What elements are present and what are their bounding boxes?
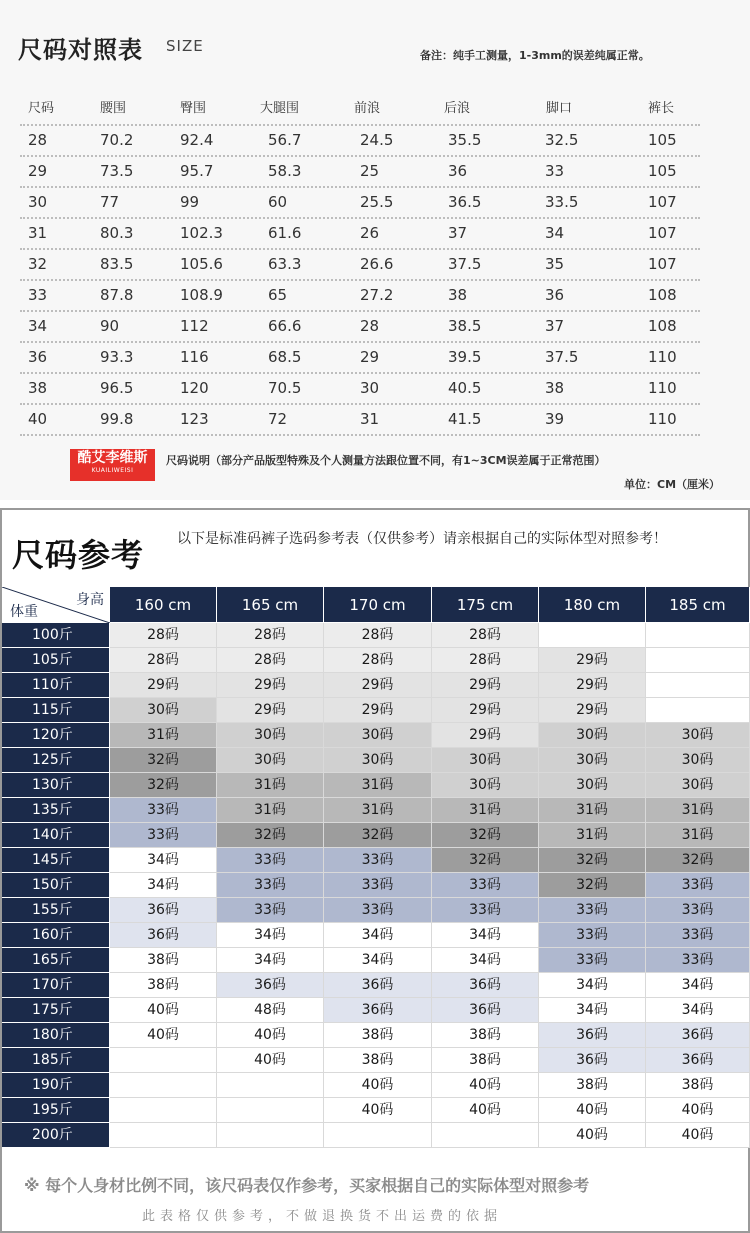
weight-header: 115斤 bbox=[2, 698, 110, 723]
size-cell: 40码 bbox=[110, 998, 217, 1023]
size-chart-row bbox=[20, 187, 700, 218]
size-chart-row bbox=[20, 342, 700, 373]
size-cell: 29码 bbox=[217, 673, 324, 698]
size-cell: 33码 bbox=[217, 898, 324, 923]
size-cell: 30码 bbox=[646, 748, 750, 773]
size-cell: 34码 bbox=[110, 848, 217, 873]
cell-size: 33 bbox=[28, 286, 48, 304]
cell-waist: 77 bbox=[100, 193, 120, 211]
size-cell: 29码 bbox=[432, 723, 539, 748]
size-cell: 28码 bbox=[217, 623, 324, 648]
size-cell: 29码 bbox=[539, 698, 646, 723]
cell-thigh: 70.5 bbox=[268, 379, 302, 397]
size-cell bbox=[110, 1048, 217, 1073]
header-hip: 臀围 bbox=[180, 101, 207, 116]
cell-length: 105 bbox=[648, 162, 677, 180]
size-cell: 36码 bbox=[324, 973, 432, 998]
cell-front-rise: 30 bbox=[360, 379, 380, 397]
cell-hip: 102.3 bbox=[180, 224, 223, 242]
size-cell bbox=[110, 1123, 217, 1148]
size-cell: 31码 bbox=[646, 823, 750, 848]
cell-hip: 112 bbox=[180, 317, 209, 335]
size-cell: 31码 bbox=[217, 798, 324, 823]
size-cell: 29码 bbox=[432, 698, 539, 723]
size-cell: 31码 bbox=[324, 798, 432, 823]
weight-header: 175斤 bbox=[2, 998, 110, 1023]
size-cell bbox=[217, 1123, 324, 1148]
size-cell: 30码 bbox=[324, 748, 432, 773]
cell-hip: 108.9 bbox=[180, 286, 223, 304]
size-cell: 33码 bbox=[646, 948, 750, 973]
size-cell: 30码 bbox=[539, 773, 646, 798]
size-cell bbox=[646, 698, 750, 723]
size-cell: 30码 bbox=[432, 773, 539, 798]
cell-waist: 90 bbox=[100, 317, 120, 335]
cell-leg-opening: 33 bbox=[545, 162, 565, 180]
size-cell: 28码 bbox=[324, 648, 432, 673]
size-chart-row bbox=[20, 249, 700, 280]
size-cell: 28码 bbox=[432, 623, 539, 648]
size-cell: 32码 bbox=[539, 848, 646, 873]
size-cell bbox=[110, 1073, 217, 1098]
row-divider bbox=[20, 310, 700, 312]
cell-size: 36 bbox=[28, 348, 48, 366]
size-cell: 33码 bbox=[539, 923, 646, 948]
weight-header: 195斤 bbox=[2, 1098, 110, 1123]
cell-waist: 99.8 bbox=[100, 410, 134, 428]
size-chart-row bbox=[20, 156, 700, 187]
size-cell: 34码 bbox=[110, 873, 217, 898]
size-cell: 32码 bbox=[539, 873, 646, 898]
size-cell: 28码 bbox=[217, 648, 324, 673]
cell-front-rise: 31 bbox=[360, 410, 380, 428]
size-cell: 40码 bbox=[324, 1073, 432, 1098]
cell-leg-opening: 39 bbox=[545, 410, 565, 428]
row-divider bbox=[20, 248, 700, 250]
cell-back-rise: 36.5 bbox=[448, 193, 482, 211]
size-cell: 32码 bbox=[217, 823, 324, 848]
size-cell: 36码 bbox=[539, 1048, 646, 1073]
weight-header: 100斤 bbox=[2, 623, 110, 648]
size-chart-panel bbox=[0, 0, 750, 500]
size-cell: 33码 bbox=[110, 798, 217, 823]
size-cell: 38码 bbox=[324, 1023, 432, 1048]
size-cell bbox=[217, 1073, 324, 1098]
size-chart-row bbox=[20, 311, 700, 342]
cell-leg-opening: 37.5 bbox=[545, 348, 579, 366]
size-cell: 38码 bbox=[324, 1048, 432, 1073]
size-cell bbox=[646, 623, 750, 648]
cell-thigh: 66.6 bbox=[268, 317, 302, 335]
size-chart-title: 尺码对照表 bbox=[18, 36, 143, 64]
size-cell: 34码 bbox=[432, 923, 539, 948]
size-cell: 38码 bbox=[539, 1073, 646, 1098]
weight-header: 150斤 bbox=[2, 873, 110, 898]
cell-hip: 123 bbox=[180, 410, 209, 428]
corner-height-label: 身高 bbox=[76, 592, 104, 608]
cell-hip: 105.6 bbox=[180, 255, 223, 273]
cell-front-rise: 26 bbox=[360, 224, 380, 242]
weight-header: 190斤 bbox=[2, 1073, 110, 1098]
size-cell: 48码 bbox=[217, 998, 324, 1023]
weight-header: 200斤 bbox=[2, 1123, 110, 1148]
cell-size: 28 bbox=[28, 131, 48, 149]
size-cell: 38码 bbox=[432, 1048, 539, 1073]
cell-leg-opening: 36 bbox=[545, 286, 565, 304]
cell-back-rise: 38 bbox=[448, 286, 468, 304]
size-cell: 36码 bbox=[539, 1023, 646, 1048]
size-cell bbox=[539, 623, 646, 648]
cell-leg-opening: 34 bbox=[545, 224, 565, 242]
size-cell: 28码 bbox=[324, 623, 432, 648]
size-cell bbox=[110, 1098, 217, 1123]
size-cell: 29码 bbox=[539, 648, 646, 673]
size-cell: 36码 bbox=[432, 998, 539, 1023]
size-cell: 32码 bbox=[110, 773, 217, 798]
weight-header: 125斤 bbox=[2, 748, 110, 773]
size-chart-row bbox=[20, 218, 700, 249]
size-cell: 30码 bbox=[217, 723, 324, 748]
size-cell: 33码 bbox=[110, 823, 217, 848]
size-chart-row bbox=[20, 373, 700, 404]
size-cell: 30码 bbox=[110, 698, 217, 723]
cell-hip: 95.7 bbox=[180, 162, 214, 180]
size-cell: 32码 bbox=[646, 848, 750, 873]
cell-size: 34 bbox=[28, 317, 48, 335]
size-cell: 33码 bbox=[539, 898, 646, 923]
weight-header: 185斤 bbox=[2, 1048, 110, 1073]
size-cell: 34码 bbox=[539, 973, 646, 998]
size-cell: 33码 bbox=[432, 873, 539, 898]
row-divider bbox=[20, 403, 700, 405]
cell-front-rise: 27.2 bbox=[360, 286, 394, 304]
size-cell: 33码 bbox=[324, 873, 432, 898]
cell-waist: 80.3 bbox=[100, 224, 134, 242]
size-cell: 33码 bbox=[217, 873, 324, 898]
cell-front-rise: 29 bbox=[360, 348, 380, 366]
size-chart-row bbox=[20, 125, 700, 156]
size-cell: 36码 bbox=[646, 1048, 750, 1073]
height-header: 185 cm bbox=[646, 587, 750, 623]
cell-length: 105 bbox=[648, 131, 677, 149]
size-cell: 29码 bbox=[432, 673, 539, 698]
brand-logo: 酷艾李维斯 KUAILIWEISI bbox=[70, 449, 155, 481]
header-waist: 腰围 bbox=[100, 101, 127, 116]
size-cell: 33码 bbox=[539, 948, 646, 973]
cell-back-rise: 37 bbox=[448, 224, 468, 242]
size-cell: 31码 bbox=[646, 798, 750, 823]
row-divider bbox=[20, 341, 700, 343]
row-divider bbox=[20, 217, 700, 219]
cell-size: 31 bbox=[28, 224, 48, 242]
size-cell: 33码 bbox=[646, 923, 750, 948]
height-header: 170 cm bbox=[324, 587, 432, 623]
cell-leg-opening: 35 bbox=[545, 255, 565, 273]
size-cell: 31码 bbox=[539, 798, 646, 823]
weight-header: 165斤 bbox=[2, 948, 110, 973]
size-cell: 34码 bbox=[646, 973, 750, 998]
size-cell: 40码 bbox=[646, 1123, 750, 1148]
cell-size: 30 bbox=[28, 193, 48, 211]
size-cell: 40码 bbox=[539, 1123, 646, 1148]
height-header: 175 cm bbox=[432, 587, 539, 623]
size-cell: 28码 bbox=[432, 648, 539, 673]
size-description: 尺码说明（部分产品版型特殊及个人测量方法跟位置不同，有1~3CM误差属于正常范围） bbox=[166, 454, 606, 467]
weight-header: 145斤 bbox=[2, 848, 110, 873]
size-cell: 40码 bbox=[432, 1098, 539, 1123]
weight-header: 140斤 bbox=[2, 823, 110, 848]
size-cell: 36码 bbox=[217, 973, 324, 998]
cell-hip: 116 bbox=[180, 348, 209, 366]
weight-header: 160斤 bbox=[2, 923, 110, 948]
size-cell: 32码 bbox=[432, 848, 539, 873]
cell-length: 107 bbox=[648, 224, 677, 242]
measurement-note: 备注：纯手工测量，1-3mm的误差纯属正常。 bbox=[420, 49, 650, 62]
size-cell: 34码 bbox=[539, 998, 646, 1023]
size-cell: 29码 bbox=[324, 673, 432, 698]
size-cell: 30码 bbox=[539, 723, 646, 748]
cell-leg-opening: 32.5 bbox=[545, 131, 579, 149]
size-cell: 33码 bbox=[324, 848, 432, 873]
weight-header: 110斤 bbox=[2, 673, 110, 698]
cell-leg-opening: 37 bbox=[545, 317, 565, 335]
size-cell: 28码 bbox=[110, 623, 217, 648]
size-cell: 30码 bbox=[217, 748, 324, 773]
size-cell bbox=[646, 648, 750, 673]
header-leg-opening: 脚口 bbox=[546, 101, 573, 116]
cell-thigh: 72 bbox=[268, 410, 288, 428]
cell-length: 108 bbox=[648, 317, 677, 335]
cell-length: 110 bbox=[648, 379, 677, 397]
weight-header: 130斤 bbox=[2, 773, 110, 798]
size-cell: 30码 bbox=[324, 723, 432, 748]
size-cell: 36码 bbox=[432, 973, 539, 998]
size-chart-row bbox=[20, 280, 700, 311]
size-cell: 29码 bbox=[539, 673, 646, 698]
cell-back-rise: 37.5 bbox=[448, 255, 482, 273]
size-cell: 34码 bbox=[217, 948, 324, 973]
weight-header: 180斤 bbox=[2, 1023, 110, 1048]
size-cell: 30码 bbox=[432, 748, 539, 773]
size-cell: 31码 bbox=[539, 823, 646, 848]
size-cell: 40码 bbox=[539, 1098, 646, 1123]
size-cell: 32码 bbox=[110, 748, 217, 773]
header-length: 裤长 bbox=[648, 101, 675, 116]
size-cell: 40码 bbox=[324, 1098, 432, 1123]
size-cell: 40码 bbox=[432, 1073, 539, 1098]
size-cell: 33码 bbox=[324, 898, 432, 923]
size-cell bbox=[217, 1098, 324, 1123]
size-cell: 38码 bbox=[110, 973, 217, 998]
cell-length: 110 bbox=[648, 410, 677, 428]
row-divider bbox=[20, 124, 700, 126]
cell-thigh: 60 bbox=[268, 193, 288, 211]
cell-size: 29 bbox=[28, 162, 48, 180]
cell-thigh: 65 bbox=[268, 286, 288, 304]
row-divider bbox=[20, 434, 700, 436]
size-cell: 30码 bbox=[646, 773, 750, 798]
size-cell: 30码 bbox=[539, 748, 646, 773]
size-cell: 33码 bbox=[432, 898, 539, 923]
height-header: 180 cm bbox=[539, 587, 646, 623]
size-cell: 40码 bbox=[217, 1048, 324, 1073]
weight-header: 135斤 bbox=[2, 798, 110, 823]
cell-back-rise: 41.5 bbox=[448, 410, 482, 428]
size-cell: 40码 bbox=[646, 1098, 750, 1123]
cell-length: 108 bbox=[648, 286, 677, 304]
size-cell: 30码 bbox=[646, 723, 750, 748]
weight-header: 120斤 bbox=[2, 723, 110, 748]
cell-back-rise: 40.5 bbox=[448, 379, 482, 397]
footer-note: ※ 每个人身材比例不同，该尺码表仅作参考，买家根据自己的实际体型对照参考 bbox=[24, 1176, 590, 1195]
size-cell: 34码 bbox=[432, 948, 539, 973]
cell-waist: 70.2 bbox=[100, 131, 134, 149]
size-cell: 38码 bbox=[110, 948, 217, 973]
size-cell: 31码 bbox=[324, 773, 432, 798]
size-cell: 38码 bbox=[432, 1023, 539, 1048]
row-divider bbox=[20, 372, 700, 374]
cell-leg-opening: 33.5 bbox=[545, 193, 579, 211]
size-cell: 31码 bbox=[217, 773, 324, 798]
header-back-rise: 后浪 bbox=[444, 101, 471, 116]
footer-sub: 此表格仅供参考，不做退换货不出运费的依据 bbox=[142, 1209, 503, 1224]
size-cell bbox=[324, 1123, 432, 1148]
size-cell: 38码 bbox=[646, 1073, 750, 1098]
size-cell: 29码 bbox=[110, 673, 217, 698]
header-front-rise: 前浪 bbox=[354, 101, 381, 116]
size-cell: 33码 bbox=[646, 898, 750, 923]
cell-front-rise: 25 bbox=[360, 162, 380, 180]
cell-waist: 87.8 bbox=[100, 286, 134, 304]
size-reference-panel bbox=[0, 508, 750, 1233]
size-label: SIZE bbox=[166, 37, 204, 55]
corner-weight-label: 体重 bbox=[10, 604, 38, 620]
size-cell: 34码 bbox=[324, 923, 432, 948]
size-cell bbox=[432, 1123, 539, 1148]
size-cell: 28码 bbox=[110, 648, 217, 673]
size-cell: 33码 bbox=[217, 848, 324, 873]
size-cell: 32码 bbox=[324, 823, 432, 848]
cell-hip: 92.4 bbox=[180, 131, 214, 149]
size-cell: 34码 bbox=[646, 998, 750, 1023]
size-cell: 40码 bbox=[110, 1023, 217, 1048]
cell-back-rise: 39.5 bbox=[448, 348, 482, 366]
cell-thigh: 63.3 bbox=[268, 255, 302, 273]
cell-back-rise: 38.5 bbox=[448, 317, 482, 335]
size-cell: 31码 bbox=[110, 723, 217, 748]
cell-waist: 93.3 bbox=[100, 348, 134, 366]
size-cell: 40码 bbox=[217, 1023, 324, 1048]
size-cell: 34码 bbox=[324, 948, 432, 973]
height-header: 160 cm bbox=[110, 587, 217, 623]
header-thigh: 大腿围 bbox=[260, 101, 300, 116]
size-chart-row bbox=[20, 404, 700, 435]
size-cell: 36码 bbox=[110, 923, 217, 948]
size-cell: 33码 bbox=[646, 873, 750, 898]
cell-length: 107 bbox=[648, 193, 677, 211]
cell-size: 40 bbox=[28, 410, 48, 428]
size-cell: 31码 bbox=[432, 798, 539, 823]
row-divider bbox=[20, 279, 700, 281]
unit-label: 单位：CM（厘米） bbox=[624, 478, 721, 491]
row-divider bbox=[20, 155, 700, 157]
size-cell: 36码 bbox=[110, 898, 217, 923]
cell-front-rise: 24.5 bbox=[360, 131, 394, 149]
height-header: 165 cm bbox=[217, 587, 324, 623]
cell-thigh: 68.5 bbox=[268, 348, 302, 366]
row-divider bbox=[20, 186, 700, 188]
cell-front-rise: 26.6 bbox=[360, 255, 394, 273]
cell-length: 107 bbox=[648, 255, 677, 273]
size-cell bbox=[646, 673, 750, 698]
cell-front-rise: 25.5 bbox=[360, 193, 394, 211]
cell-hip: 99 bbox=[180, 193, 200, 211]
cell-thigh: 56.7 bbox=[268, 131, 302, 149]
cell-thigh: 61.6 bbox=[268, 224, 302, 242]
weight-header: 155斤 bbox=[2, 898, 110, 923]
cell-leg-opening: 38 bbox=[545, 379, 565, 397]
size-cell: 29码 bbox=[217, 698, 324, 723]
size-cell: 36码 bbox=[646, 1023, 750, 1048]
weight-header: 170斤 bbox=[2, 973, 110, 998]
reference-intro: 以下是标准码裤子选码参考表（仅供参考）请亲根据自己的实际体型对照参考！ bbox=[177, 531, 667, 547]
cell-back-rise: 36 bbox=[448, 162, 468, 180]
size-cell: 29码 bbox=[324, 698, 432, 723]
cell-size: 32 bbox=[28, 255, 48, 273]
cell-front-rise: 28 bbox=[360, 317, 380, 335]
cell-size: 38 bbox=[28, 379, 48, 397]
cell-waist: 96.5 bbox=[100, 379, 134, 397]
cell-back-rise: 35.5 bbox=[448, 131, 482, 149]
cell-length: 110 bbox=[648, 348, 677, 366]
cell-waist: 83.5 bbox=[100, 255, 134, 273]
header-size: 尺码 bbox=[28, 101, 55, 116]
size-chart-header bbox=[20, 91, 700, 122]
table-corner bbox=[2, 587, 110, 623]
size-cell: 32码 bbox=[432, 823, 539, 848]
size-cell: 36码 bbox=[324, 998, 432, 1023]
cell-thigh: 58.3 bbox=[268, 162, 302, 180]
cell-waist: 73.5 bbox=[100, 162, 134, 180]
reference-title: 尺码参考 bbox=[12, 536, 145, 574]
cell-hip: 120 bbox=[180, 379, 209, 397]
size-cell: 34码 bbox=[217, 923, 324, 948]
weight-header: 105斤 bbox=[2, 648, 110, 673]
